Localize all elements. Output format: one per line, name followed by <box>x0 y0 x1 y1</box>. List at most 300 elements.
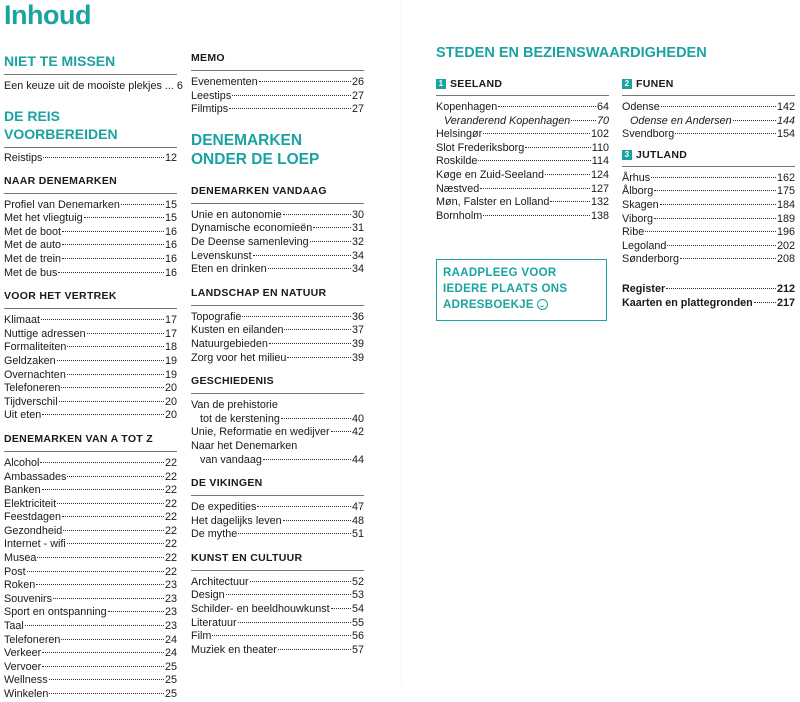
toc-entry-dots <box>651 177 776 178</box>
toc-entry-page: 34 <box>351 263 364 276</box>
toc-entry-label: Gezondheid <box>4 524 63 537</box>
toc-entry[interactable] <box>436 115 609 129</box>
toc-entry-label: tot de kerstening <box>200 412 280 425</box>
toc-entry-dots <box>654 218 776 219</box>
toc-entry-label: Odense <box>622 101 660 113</box>
toc-entry[interactable] <box>191 528 364 542</box>
toc-entry-page: 24 <box>164 633 177 646</box>
toc-entry-dots <box>37 557 164 558</box>
toc-entry-dots <box>27 571 164 572</box>
toc-entry-page: 17 <box>164 327 177 340</box>
toc-entry-page: 55 <box>351 616 364 629</box>
toc-entry-page: 196 <box>776 226 795 239</box>
toc-entry-dots <box>331 608 351 609</box>
toc-entry-page: 22 <box>164 497 177 510</box>
toc-entry-label: Met de trein <box>4 252 62 265</box>
toc-entry[interactable] <box>4 552 177 566</box>
toc-entry[interactable] <box>436 169 609 183</box>
toc-entry-dots <box>25 625 164 626</box>
toc-entry-label: Literatuur <box>191 616 237 629</box>
toc-entry-page: 208 <box>776 253 795 266</box>
region-number-badge: 2 <box>622 79 632 89</box>
toc-entry[interactable] <box>191 399 364 413</box>
toc-entry-dots <box>42 666 164 667</box>
toc-entry-page: 54 <box>351 603 364 616</box>
toc-entry-page: 24 <box>164 647 177 660</box>
toc-entry-dots <box>483 215 590 216</box>
toc-entry[interactable] <box>191 454 364 468</box>
toc-entry-label: Næstved <box>436 182 480 195</box>
toc-entry[interactable] <box>4 579 177 593</box>
toc-entry-label: Architectuur <box>191 575 249 588</box>
toc-entry[interactable] <box>622 283 795 297</box>
toc-entry-dots <box>550 201 590 202</box>
toc-entry-dots <box>67 476 164 477</box>
toc-entry[interactable] <box>436 196 609 210</box>
toc-entry-dots <box>661 106 776 107</box>
toc-entry-label: Met de boot <box>4 225 62 238</box>
toc-entry-dots <box>660 204 776 205</box>
toc-entry-dots <box>667 245 776 246</box>
toc-entry-label: Dynamische economieën <box>191 222 313 235</box>
toc-entry[interactable] <box>622 172 795 186</box>
toc-entry-intro[interactable] <box>4 79 183 93</box>
toc-entry-label: Zorg voor het milieu <box>191 351 287 364</box>
toc-entry[interactable] <box>4 382 177 396</box>
toc-entry-dots <box>108 611 164 612</box>
toc-entry[interactable] <box>4 253 177 267</box>
toc-entry[interactable] <box>191 515 364 529</box>
toc-entry[interactable] <box>191 103 364 117</box>
toc-entry-label: Køge en Zuid-Seeland <box>436 168 545 181</box>
toc-entry-page: 23 <box>164 579 177 592</box>
toc-entry-label: Filmtips <box>191 103 229 116</box>
toc-entry-page: 25 <box>164 674 177 687</box>
toc-entry[interactable] <box>191 426 364 440</box>
toc-entry[interactable] <box>622 128 795 142</box>
toc-entry-dots <box>654 190 776 191</box>
toc-entry[interactable] <box>622 240 795 254</box>
toc-entry[interactable] <box>191 630 364 644</box>
toc-entry-label: Alcohol <box>4 456 40 469</box>
toc-entry-page: 124 <box>590 168 609 181</box>
toc-entry-page: 15 <box>164 198 177 211</box>
extra-list <box>622 283 795 310</box>
toc-entry-dots <box>478 160 590 161</box>
toc-entry-page: 34 <box>351 249 364 262</box>
region-number-badge: 3 <box>622 150 632 160</box>
subsection-heading: DENEMARKEN VAN A TOT Z <box>4 433 177 452</box>
toc-entry-dots <box>63 530 164 531</box>
toc-entry-page: 70 <box>596 114 609 127</box>
toc-entry-page: 31 <box>351 222 364 235</box>
toc-entry-dots <box>226 594 351 595</box>
toc-entry[interactable] <box>4 620 177 634</box>
toc-entry-page: 22 <box>164 538 177 551</box>
toc-entry-dots <box>43 157 164 158</box>
toc-entry[interactable] <box>4 471 177 485</box>
toc-entry-label: Klimaat <box>4 314 41 327</box>
toc-entry-page: 64 <box>596 101 609 113</box>
toc-entry-dots <box>733 120 776 121</box>
toc-entry-label: Souvenirs <box>4 592 53 605</box>
subsection-heading: VOOR HET VERTREK <box>4 290 177 309</box>
toc-entry-page: 40 <box>351 412 364 425</box>
toc-col2-sections <box>191 185 364 658</box>
toc-entry-label: Overnachten <box>4 368 66 381</box>
toc-entry-label: Winkelen <box>4 688 49 700</box>
toc-entry-dots <box>313 227 351 228</box>
toc-entry-dots <box>238 533 351 534</box>
toc-entry-page: 16 <box>164 239 177 252</box>
callout-line-last <box>443 297 600 313</box>
toc-entry-dots <box>232 95 351 96</box>
toc-entry-label: van vandaag <box>200 453 262 466</box>
toc-entry[interactable] <box>4 457 177 471</box>
section-heading-reis-voorbereiden: DE REIS VOORBEREIDEN <box>4 107 177 148</box>
section-heading-niet-te-missen: NIET TE MISSEN <box>4 52 177 75</box>
toc-entry[interactable] <box>4 396 177 410</box>
toc-entry-label: Veranderend Kopenhagen <box>444 114 571 127</box>
toc-entry-page: 25 <box>164 688 177 700</box>
toc-entry[interactable] <box>4 593 177 607</box>
toc-entry[interactable] <box>622 199 795 213</box>
toc-entry-dots <box>253 255 351 256</box>
toc-entry-label: Evenementen <box>191 76 258 88</box>
region-heading-seeland <box>436 77 609 96</box>
toc-entry[interactable] <box>622 297 795 311</box>
toc-entry-page: 22 <box>164 456 177 469</box>
toc-entry[interactable] <box>4 341 177 355</box>
toc-entry[interactable] <box>4 267 177 281</box>
toc-entry-label: Naar het Denemarken <box>191 439 298 452</box>
toc-entry[interactable] <box>191 311 364 325</box>
toc-entry-label: Kopenhagen <box>436 101 498 113</box>
toc-entry-page: 23 <box>164 592 177 605</box>
toc-entry[interactable] <box>191 90 364 104</box>
toc-entry-dots <box>67 374 164 375</box>
toc-entry-label: Elektriciteit <box>4 497 57 510</box>
toc-entry-dots <box>483 133 590 134</box>
toc-entry-page: 51 <box>351 528 364 541</box>
toc-entry-page: 44 <box>351 453 364 466</box>
toc-entry[interactable] <box>436 128 609 142</box>
region-number-badge: 1 <box>436 79 446 89</box>
funen-list <box>622 101 795 142</box>
toc-entry[interactable] <box>622 101 795 115</box>
toc-entry-page: 22 <box>164 524 177 537</box>
address-book-callout <box>436 259 607 321</box>
toc-entry[interactable] <box>4 647 177 661</box>
toc-entry[interactable] <box>622 226 795 240</box>
toc-entry-label: Bornholm <box>436 209 483 222</box>
toc-entry-page: 19 <box>164 354 177 367</box>
toc-entry[interactable] <box>191 617 364 631</box>
toc-entry-dots <box>67 543 164 544</box>
toc-entry-label: Met het vliegtuig <box>4 212 83 225</box>
toc-entry-label: De expedities <box>191 501 257 514</box>
toc-entry-label: Design <box>191 589 225 602</box>
section-heading-memo: MEMO <box>191 52 364 71</box>
toc-entry-label: Met de bus <box>4 266 58 279</box>
toc-entry-page: 20 <box>164 409 177 422</box>
toc-entry-dots <box>57 503 164 504</box>
toc-entry-dots <box>41 319 164 320</box>
subsection-heading: KUNST EN CULTUUR <box>191 552 364 571</box>
toc-entry-dots <box>36 584 164 585</box>
toc-entry[interactable] <box>4 355 177 369</box>
toc-entry[interactable] <box>4 498 177 512</box>
toc-entry-label: Sønderborg <box>622 253 680 266</box>
toc-entry-label: Sport en ontspanning <box>4 606 107 619</box>
toc-entry[interactable] <box>191 603 364 617</box>
toc-entry-page: 56 <box>351 630 364 643</box>
toc-entry[interactable] <box>4 566 177 580</box>
callout-line: RAADPLEEG VOOR <box>443 267 557 279</box>
toc-entry-dots <box>666 288 776 289</box>
toc-entry[interactable] <box>191 644 364 658</box>
toc-entry[interactable] <box>4 212 177 226</box>
toc-entry-page: 26 <box>351 76 364 88</box>
toc-column-2 <box>191 52 364 657</box>
toc-entry-page: 32 <box>351 235 364 248</box>
toc-entry-dots <box>121 204 164 205</box>
toc-entry-label: Møn, Falster en Lolland <box>436 196 550 209</box>
toc-entry-label: Internet - wifi <box>4 538 66 551</box>
toc-entry-label: Helsingør <box>436 128 483 141</box>
toc-entry-label: Roken <box>4 579 36 592</box>
toc-entry-reistips[interactable] <box>4 152 177 166</box>
toc-entry-label: Profiel van Denemarken <box>4 198 120 211</box>
toc-entry-page: 22 <box>164 565 177 578</box>
toc-entry-page: 37 <box>351 324 364 337</box>
toc-entry-label: Vervoer <box>4 660 42 673</box>
toc-entry-dots <box>62 516 164 517</box>
toc-entry-dots <box>87 333 164 334</box>
toc-entry-label: Feestdagen <box>4 511 62 524</box>
toc-entry[interactable] <box>191 209 364 223</box>
toc-entry-dots <box>754 302 776 303</box>
toc-entry[interactable] <box>4 314 177 328</box>
toc-entry-label: Het dagelijks leven <box>191 514 282 527</box>
toc-entry[interactable] <box>4 511 177 525</box>
toc-entry[interactable] <box>191 263 364 277</box>
toc-entry[interactable] <box>4 688 177 702</box>
toc-entry-page: 53 <box>351 589 364 602</box>
toc-entry-page: 16 <box>164 266 177 279</box>
toc-entry-page: 189 <box>776 212 795 225</box>
toc-entry-page: 127 <box>590 182 609 195</box>
toc-entry-dots <box>571 120 596 121</box>
toc-entry-label: Wellness <box>4 674 48 687</box>
toc-entry-label: Met de auto <box>4 239 62 252</box>
toc-entry-page: 162 <box>776 171 795 184</box>
toc-entry[interactable] <box>191 413 364 427</box>
toc-entry-label: Uit eten <box>4 409 42 422</box>
toc-entry[interactable] <box>191 589 364 603</box>
toc-entry[interactable] <box>4 239 177 253</box>
toc-entry-page: 102 <box>590 128 609 141</box>
subsection-heading: NAAR DENEMARKEN <box>4 175 177 194</box>
toc-entry[interactable] <box>436 142 609 156</box>
toc-entry[interactable] <box>4 328 177 342</box>
toc-entry[interactable] <box>191 76 364 90</box>
toc-entry[interactable] <box>191 236 364 250</box>
toc-entry-page: 110 <box>591 141 609 154</box>
toc-entry[interactable] <box>191 501 364 515</box>
toc-entry-label: Ribe <box>622 226 645 239</box>
toc-entry[interactable] <box>622 185 795 199</box>
toc-entry-page: 212 <box>776 282 795 295</box>
toc-entry-label: Kaarten en plattegronden <box>622 296 753 309</box>
subsection-heading: GESCHIEDENIS <box>191 375 364 394</box>
toc-entry-dots <box>49 693 164 694</box>
toc-entry-label: Legoland <box>622 239 667 252</box>
toc-entry-label: Svendborg <box>622 128 675 141</box>
toc-entry-dots <box>67 346 164 347</box>
toc-entry-dots <box>525 147 591 148</box>
toc-entry-dots <box>498 106 596 107</box>
toc-entry[interactable] <box>191 222 364 236</box>
toc-entry-label: Ambassades <box>4 470 67 483</box>
toc-entry-page: 42 <box>351 426 364 439</box>
toc-entry-page: 16 <box>164 225 177 238</box>
toc-entry-label: Ålborg <box>622 185 654 198</box>
toc-entry-dots <box>42 414 164 415</box>
toc-entry-page: 22 <box>164 484 177 497</box>
toc-entry-page: 48 <box>351 514 364 527</box>
toc-entry-page: 154 <box>776 128 795 141</box>
toc-entry-dots <box>680 258 776 259</box>
toc-entry-page: 20 <box>164 382 177 395</box>
toc-entry-dots <box>42 652 164 653</box>
toc-entry[interactable] <box>436 183 609 197</box>
toc-entry-dots <box>283 520 351 521</box>
memo-list <box>191 76 364 117</box>
toc-entry-dots <box>259 81 351 82</box>
toc-entry[interactable] <box>622 213 795 227</box>
page-gutter <box>401 0 402 686</box>
region-heading-jutland <box>622 148 795 167</box>
smiley-icon <box>537 299 548 310</box>
toc-entry-label: Verkeer <box>4 647 42 660</box>
toc-entry-dots <box>257 506 351 507</box>
toc-entry-page: 22 <box>164 470 177 483</box>
toc-entry-page: 22 <box>164 511 177 524</box>
toc-entry-page: 132 <box>590 196 609 209</box>
toc-entry[interactable] <box>436 210 609 224</box>
toc-entry-label: Taal <box>4 620 24 633</box>
toc-entry-label: De mythe <box>191 528 238 541</box>
toc-entry-page: 52 <box>351 575 364 588</box>
toc-entry-dots <box>480 188 590 189</box>
toc-entry-dots <box>242 316 351 317</box>
region-heading-label: FUNEN <box>636 78 674 90</box>
toc-entry-label: Geldzaken <box>4 354 56 367</box>
toc-entry-dots <box>62 244 164 245</box>
toc-entry-dots <box>40 462 164 463</box>
toc-entry-page: 184 <box>776 198 795 211</box>
toc-entry-dots <box>310 241 351 242</box>
toc-entry-dots <box>545 174 590 175</box>
toc-entry[interactable] <box>4 409 177 423</box>
toc-entry-dots <box>278 649 351 650</box>
toc-entry-dots <box>84 217 164 218</box>
toc-entry[interactable] <box>4 226 177 240</box>
callout-line-text: ADRESBOEKJE <box>443 299 534 311</box>
toc-entry-page: 27 <box>351 103 364 116</box>
toc-entry-page: 202 <box>776 239 795 252</box>
toc-entry-page: 27 <box>351 89 364 102</box>
toc-entry-dots <box>269 343 351 344</box>
toc-entry[interactable] <box>4 369 177 383</box>
toc-entry-label: Register <box>622 282 666 295</box>
toc-entry-dots <box>238 622 351 623</box>
toc-entry[interactable] <box>191 440 364 454</box>
toc-entry[interactable] <box>4 634 177 648</box>
toc-entry[interactable] <box>4 606 177 620</box>
toc-entry-dots <box>61 387 164 388</box>
toc-entry-label: Århus <box>622 171 651 184</box>
toc-entry-label: Schilder- en beeldhouwkunst <box>191 603 330 616</box>
toc-entry-label: Nuttige adressen <box>4 327 86 340</box>
toc-entry-page: 142 <box>776 101 795 113</box>
region-funen <box>622 77 795 310</box>
toc-entry-dots <box>212 635 351 636</box>
toc-entry-label: Unie, Reformatie en wedijver <box>191 426 330 439</box>
subsection-heading: LANDSCHAP EN NATUUR <box>191 287 364 306</box>
toc-entry-label: Skagen <box>622 198 659 211</box>
toc-entry-label: Natuurgebieden <box>191 337 268 350</box>
toc-entry-dots <box>57 360 164 361</box>
toc-entry[interactable] <box>436 101 609 115</box>
toc-entry[interactable] <box>436 155 609 169</box>
toc-entry-dots <box>263 459 351 460</box>
toc-entry-page: 57 <box>351 643 364 656</box>
toc-entry[interactable] <box>4 661 177 675</box>
toc-entry[interactable] <box>191 576 364 590</box>
toc-entry-page: 30 <box>351 208 364 221</box>
region-heading-funen <box>622 77 795 96</box>
region-heading-label: SEELAND <box>450 78 503 90</box>
toc-entry[interactable] <box>4 538 177 552</box>
toc-entry-page: 39 <box>351 337 364 350</box>
toc-entry[interactable] <box>191 338 364 352</box>
toc-entry-dots <box>283 214 351 215</box>
toc-entry[interactable] <box>4 525 177 539</box>
toc-entry[interactable] <box>4 199 177 213</box>
toc-entry[interactable] <box>4 484 177 498</box>
toc-entry-dots <box>645 231 776 232</box>
toc-entry[interactable] <box>622 115 795 129</box>
region-seeland <box>436 77 609 223</box>
toc-entry-page: 15 <box>164 212 177 225</box>
toc-entry-label: Van de prehistorie <box>191 399 278 412</box>
toc-entry-page: 144 <box>776 114 795 127</box>
toc-entry-page: 12 <box>164 152 177 164</box>
toc-entry[interactable] <box>622 253 795 267</box>
toc-entry[interactable] <box>191 352 364 366</box>
toc-entry-label: Roskilde <box>436 155 478 168</box>
toc-entry-dots <box>59 401 164 402</box>
toc-entry[interactable] <box>191 324 364 338</box>
toc-entry-label: Muziek en theater <box>191 643 277 656</box>
toc-entry-dots <box>62 231 164 232</box>
toc-entry-page: 175 <box>776 185 795 198</box>
toc-entry-label: Odense en Andersen <box>630 114 732 127</box>
toc-entry[interactable] <box>191 250 364 264</box>
toc-entry-label: Telefoneren <box>4 633 61 646</box>
